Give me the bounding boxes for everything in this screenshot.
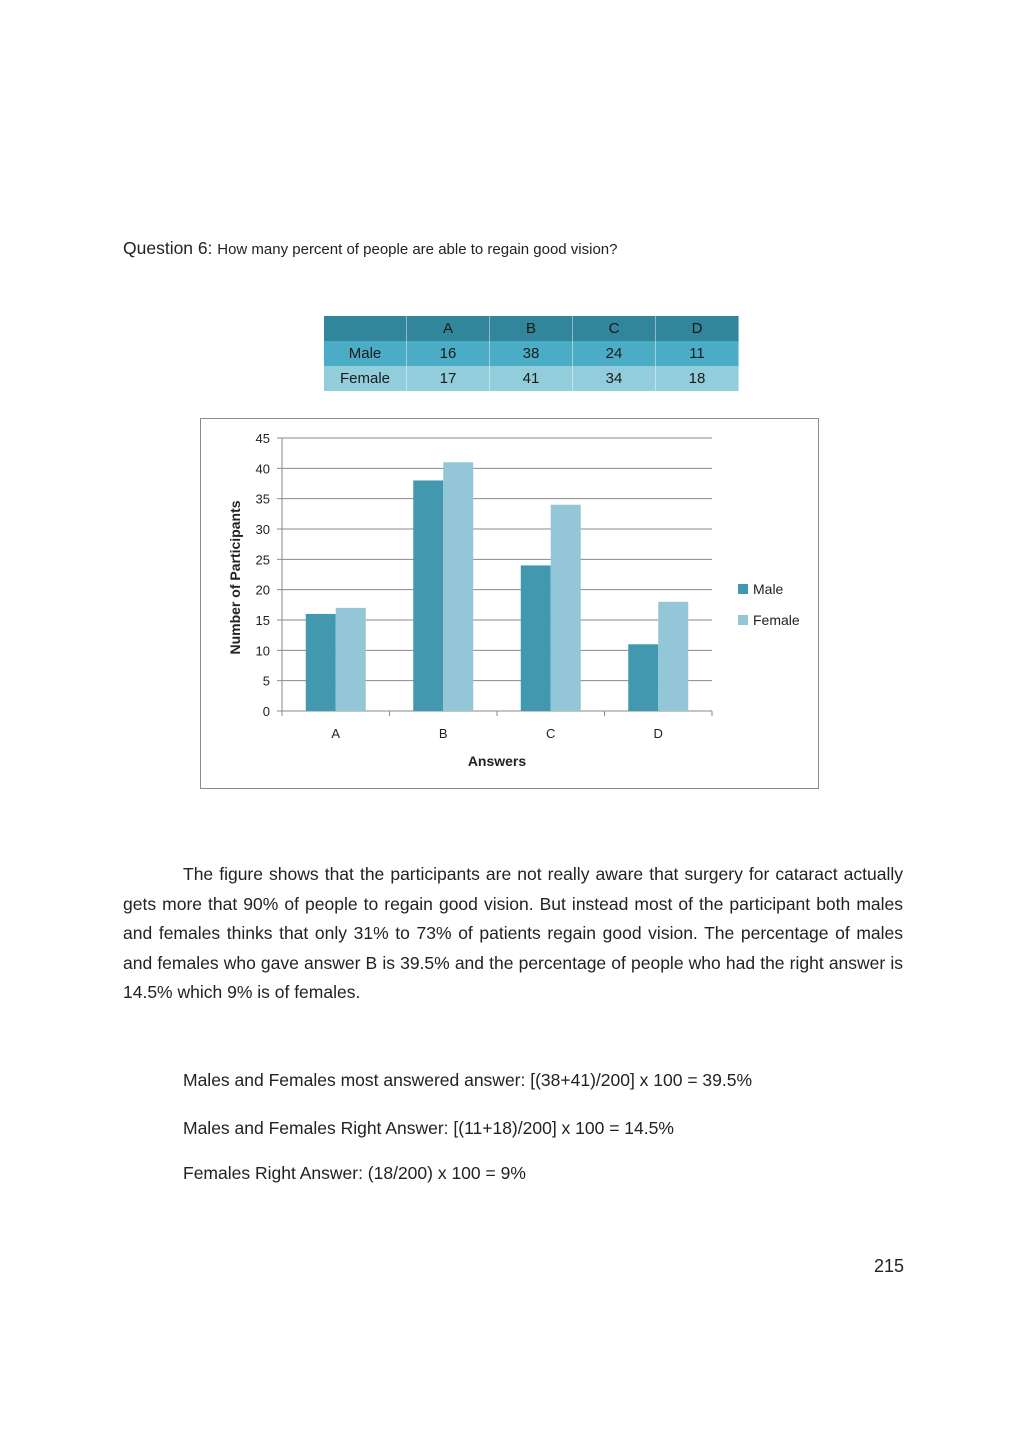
legend-swatch-male (738, 584, 748, 594)
table-header-row (324, 316, 739, 341)
y-tick-label: 40 (255, 461, 270, 477)
question-label: Question 6: (123, 238, 213, 258)
y-tick-label: 0 (262, 704, 270, 719)
table-header-cell (324, 316, 407, 341)
y-tick-label: 15 (255, 613, 270, 628)
x-tick-label: B (438, 726, 448, 741)
y-tick-label: 10 (255, 643, 270, 659)
table-header-cell: D (656, 316, 739, 341)
bar-male-d (628, 644, 658, 711)
table-cell: 38 (490, 341, 573, 366)
table-row-label: Male (324, 341, 407, 366)
y-tick-label: 5 (262, 673, 270, 689)
table-cell: 16 (407, 341, 490, 366)
y-axis-title: Number of Participants (227, 500, 243, 655)
legend-label-female: Female (753, 612, 800, 628)
legend-label-male: Male (753, 581, 784, 597)
bar-female-a (336, 608, 366, 711)
question-heading (123, 238, 618, 259)
table-header-cell: B (490, 316, 573, 341)
table-cell: 24 (573, 341, 656, 366)
y-tick-label: 35 (255, 491, 270, 507)
bar-female-b (443, 462, 473, 711)
formula-right-answer: Males and Females Right Answer: [(11+18)/200] x 100 = 14.5% (183, 1118, 674, 1138)
formula-most-answered: Males and Females most answered answer: [(38+41)/200] x 100 = 39.5% (183, 1070, 753, 1090)
x-tick-label: C (546, 726, 556, 741)
table-cell: 17 (407, 366, 490, 391)
data-table (324, 316, 739, 391)
legend-swatch-female (738, 615, 748, 625)
bar-male-b (413, 480, 443, 711)
table-row-label: Female (324, 366, 407, 391)
table-header-cell: A (407, 316, 490, 341)
table-row-female (324, 366, 739, 391)
table-cell: 41 (490, 366, 573, 391)
bar-male-a (306, 614, 336, 711)
body-paragraph (123, 860, 903, 1008)
table-cell: 34 (573, 366, 656, 391)
body-paragraph-text: The figure shows that the participants are not really aware that surgery for cataract actually gets more that 90% of people to regain good vision. But instead most of the participant both males and females thinks that only 31% to 73% of patients regain good vision. The percentage of males and females who gave answer B is 39.5% and the percentage of people who had the right answer is 14.5% which 9% is of females. (123, 864, 903, 1002)
table-row-male (324, 341, 739, 366)
x-tick-label: A (331, 726, 341, 741)
x-tick-label: D (653, 726, 663, 741)
y-tick-label: 20 (255, 582, 270, 598)
y-tick-label: 45 (255, 431, 270, 446)
bar-female-d (658, 602, 688, 711)
y-tick-label: 25 (255, 552, 270, 568)
table-cell: 18 (656, 366, 739, 391)
table-cell: 11 (656, 341, 739, 366)
y-tick-label: 30 (255, 522, 270, 537)
x-axis-title: Answers (467, 753, 527, 769)
table-header-cell: C (573, 316, 656, 341)
chart-frame (200, 418, 819, 789)
bar-male-c (521, 565, 551, 711)
question-text: How many percent of people are able to regain good vision? (217, 241, 618, 258)
bar-female-c (551, 505, 581, 711)
formula-females-right-answer: Females Right Answer: (18/200) x 100 = 9% (183, 1163, 526, 1183)
bar-chart (201, 419, 817, 787)
page-number: 215 (873, 1256, 904, 1276)
